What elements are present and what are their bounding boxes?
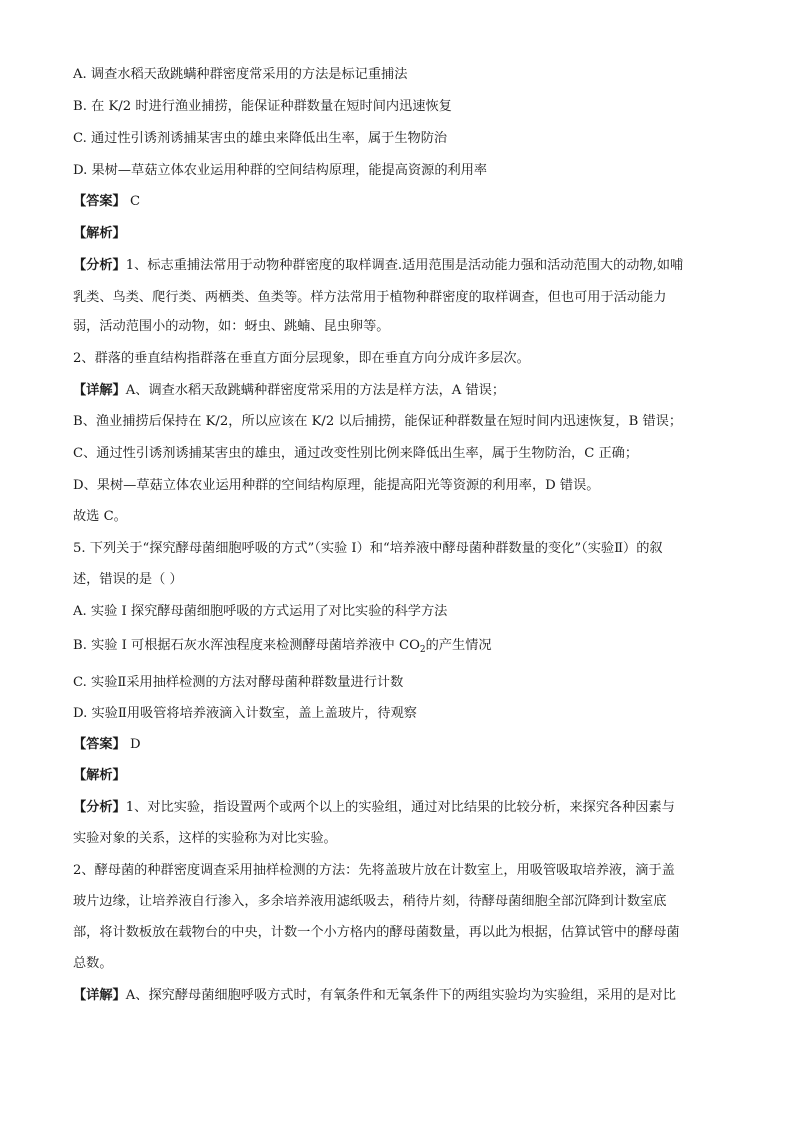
q5-answer-tag: 【答案】 xyxy=(73,737,126,752)
q4-answer: C xyxy=(129,194,141,209)
q5-xiangjie-line-1: 【详解】A、探究酵母菌细胞呼吸方式时，有氧条件和无氧条件下的两组实验均为实验组，采用的是对比 xyxy=(73,988,676,1003)
q4-xiangjie-tag: 【详解】 xyxy=(73,383,126,398)
co2-subscript: 2 xyxy=(419,645,426,655)
q5-answer-line xyxy=(73,736,141,754)
q4-xiangjie-line-1: 【详解】A、调查水稻天敌跳螨种群密度常采用的方法是样方法，A 错误； xyxy=(73,383,506,398)
q4-option-b: B. 在 K/2 时进行渔业捕捞，能保证种群数量在短时间内迅速恢复 xyxy=(73,99,452,114)
q5-stem-line-1: 5. 下列关于“探究酵母菌细胞呼吸的方式”（实验 I）和“培养液中酵母菌种群数量的变化”（实验Ⅱ）的叙 xyxy=(73,541,663,556)
q4-option-a: A. 调查水稻天敌跳螨种群密度常采用的方法是标记重捕法 xyxy=(73,67,408,82)
q4-answer-line xyxy=(73,193,140,211)
q4-xiangjie-line-4: D、果树—草菇立体农业运用种群的空间结构原理，能提高阳光等资源的利用率，D 错误。 xyxy=(73,478,600,493)
q5-fenxi-line-1: 【分析】1、对比实验，指设置两个或两个以上的实验组，通过对比结果的比较分析，来探究各种因素与 xyxy=(73,800,675,815)
q5-stem-line-2: 述，错误的是（ ） xyxy=(73,572,183,587)
q5-option-d: D. 实验Ⅱ用吸管将培养液滴入计数室，盖上盖玻片，待观察 xyxy=(73,706,417,721)
q5-fenxi-line-3: 2、酵母菌的种群密度调查采用抽样检测的方法：先将盖玻片放在计数室上，用吸管吸取培养液，滴于盖 xyxy=(73,863,675,878)
q4-answer-tag: 【答案】 xyxy=(73,194,126,209)
q4-option-c: C. 通过性引诱剂诱捕某害虫的雄虫来降低出生率，属于生物防治 xyxy=(73,131,448,146)
q5-xiangjie-tag: 【详解】 xyxy=(73,988,126,1003)
q5-fenxi-line-5: 部，将计数板放在载物台的中央，计数一个小方格内的酵母菌数量，再以此为根据，估算试管中的酵母菌 xyxy=(73,925,680,940)
q4-xiangjie-line-3: C、通过性引诱剂诱捕某害虫的雄虫，通过改变性别比例来降低出生率，属于生物防治，C 正确； xyxy=(73,446,639,461)
q4-fenxi-line-4: 2、群落的垂直结构指群落在垂直方面分层现象，即在垂直方向分成许多层次。 xyxy=(73,351,530,366)
q4-fenxi-line-3: 弱，活动范围小的动物，如：蚜虫、跳蝻、昆虫卵等。 xyxy=(73,319,390,334)
q4-option-d: D. 果树—草菇立体农业运用种群的空间结构原理，能提高资源的利用率 xyxy=(73,163,488,178)
q4-fenxi-line-2: 乳类、鸟类、爬行类、两栖类、鱼类等。样方法常用于植物种群密度的取样调查，但也可用于活动能力 xyxy=(73,290,667,305)
q5-option-a: A. 实验 I 探究酵母菌细胞呼吸的方式运用了对比实验的科学方法 xyxy=(73,604,448,619)
q5-fenxi-line-6: 总数。 xyxy=(73,956,113,971)
q4-fenxi-tag: 【分析】 xyxy=(73,258,126,273)
q5-fenxi-line-4: 玻片边缘，让培养液自行渗入，多余培养液用滤纸吸去，稍待片刻，待酵母菌细胞全部沉降到计数室底 xyxy=(73,894,667,909)
q5-fenxi-line-2: 实验对象的关系，这样的实验称为对比实验。 xyxy=(73,831,337,846)
q4-xiangjie-line-2: B、渔业捕捞后保持在 K/2，所以应该在 K/2 以后捕捞，能保证种群数量在短时间内迅速恢复，B 错误； xyxy=(73,414,683,429)
q4-analysis-tag: 【解析】 xyxy=(73,226,126,241)
q4-conclusion: 故选 C。 xyxy=(73,509,127,524)
q5-option-b: B. 实验 I 可根据石灰水浑浊程度来检测酵母菌培养液中 $CO_2$的产生情况 xyxy=(73,638,492,655)
q5-analysis-tag: 【解析】 xyxy=(73,768,126,783)
q5-fenxi-tag: 【分析】 xyxy=(73,800,126,815)
q4-fenxi-line-1: 【分析】1、标志重捕法常用于动物种群密度的取样调查.适用范围是活动能力强和活动范围大的动物,如哺 xyxy=(73,258,684,273)
q5-answer: D xyxy=(129,737,141,752)
q5-option-c: C. 实验Ⅱ采用抽样检测的方法对酵母菌种群数量进行计数 xyxy=(73,675,404,690)
